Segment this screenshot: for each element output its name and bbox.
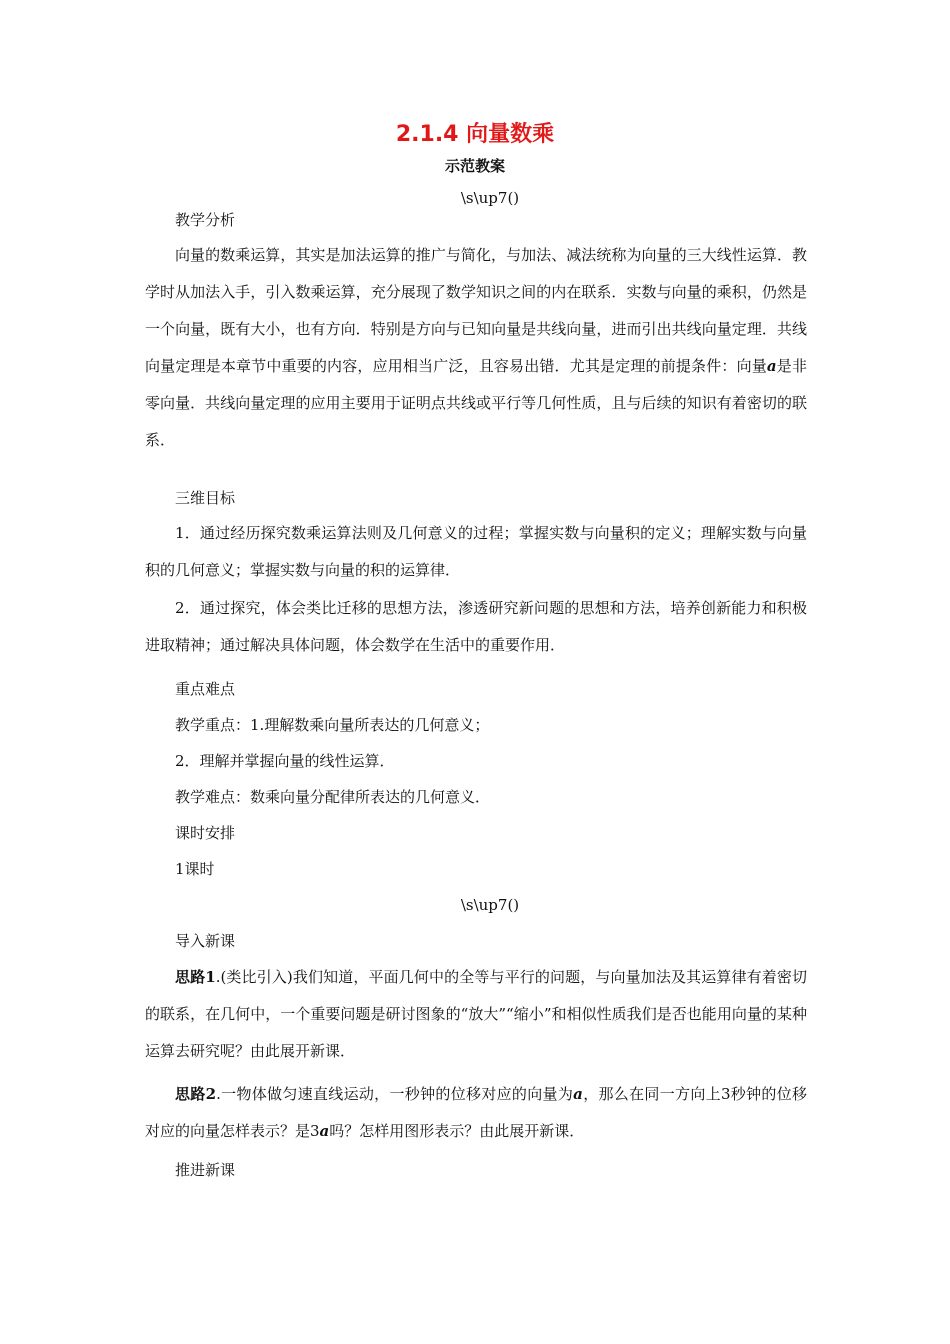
approach-2-text-b: ，那么在同一方向上3秒钟的位移对应的向量怎样表示？是3 [145,1085,808,1140]
keypoint-line-3: 教学难点：数乘向量分配律所表达的几何意义． [175,788,491,806]
vector-a-symbol-3: a [319,1122,330,1140]
approach-2-label: 思路2 [175,1085,217,1103]
approach-2 [145,1076,807,1150]
section-heading-schedule: 课时安排 [175,824,236,842]
vector-a-symbol: a [766,357,777,375]
objective-2-text: 2．通过探究，体会类比迁移的思想方法，渗透研究新问题的思想和方法，培养创新能力和积极进取精神；通过解决具体问题，体会数学在生活中的重要作用． [145,599,807,654]
section-heading-new-lesson: 推进新课 [175,1161,236,1179]
section-heading-keypoints: 重点难点 [175,680,236,698]
approach-2-text-a: .一物体做匀速直线运动，一秒钟的位移对应的向量为 [216,1085,574,1103]
objective-1 [145,515,807,589]
field-code-2: \s\up7() [460,896,520,914]
objective-1-text: 1．通过经历探究数乘运算法则及几何意义的过程；掌握实数与向量积的定义；理解实数与向量积的几何意义；掌握实数与向量的积的运算律． [145,524,807,579]
page-title: 2.1.4 向量数乘 [395,122,555,147]
section-heading-analysis: 教学分析 [175,211,236,229]
section-heading-objectives: 三维目标 [175,489,236,507]
analysis-paragraph [145,237,807,459]
analysis-text-b: 是非零向量．共线向量定理的应用主要用于证明点共线或平行等几何性质，且与后续的知识有着密切的联系． [145,357,807,449]
section-heading-intro: 导入新课 [175,932,236,950]
approach-1-text: .(类比引入)我们知道，平面几何中的全等与平行的问题，与向量加法及其运算律有着密切的联系，在几何中，一个重要问题是研讨图象的“放大”“缩小”和相似性质我们是否也能用向量的某种运算去研究呢？由此展开新课． [145,968,807,1060]
analysis-text-a: 向量的数乘运算，其实是加法运算的推广与简化，与加法、减法统称为向量的三大线性运算．教学时从加法入手，引入数乘运算，充分展现了数学知识之间的内在联系．实数与向量的乘积，仍然是一个向量，既有大小，也有方向．特别是方向与已知向量是共线向量，进而引出共线向量定理．共线向量定理是本章节中重要的内容，应用相当广泛，且容易出错．尤其是定理的前提条件：向量 [145,246,807,375]
objective-2 [145,590,807,664]
page-subtitle: 示范教案 [444,157,505,175]
vector-a-symbol-2: a [573,1085,583,1103]
approach-1 [145,959,807,1070]
field-code-1: \s\up7() [460,189,520,207]
schedule-line-1: 1课时 [175,860,215,878]
keypoint-line-1: 教学重点：1.理解数乘向量所表达的几何意义； [175,716,490,734]
approach-2-text-c: 吗？怎样用图形表示？由此展开新课． [329,1122,585,1140]
approach-1-label: 思路1 [175,968,216,986]
keypoint-line-2: 2．理解并掌握向量的线性运算． [175,752,395,770]
